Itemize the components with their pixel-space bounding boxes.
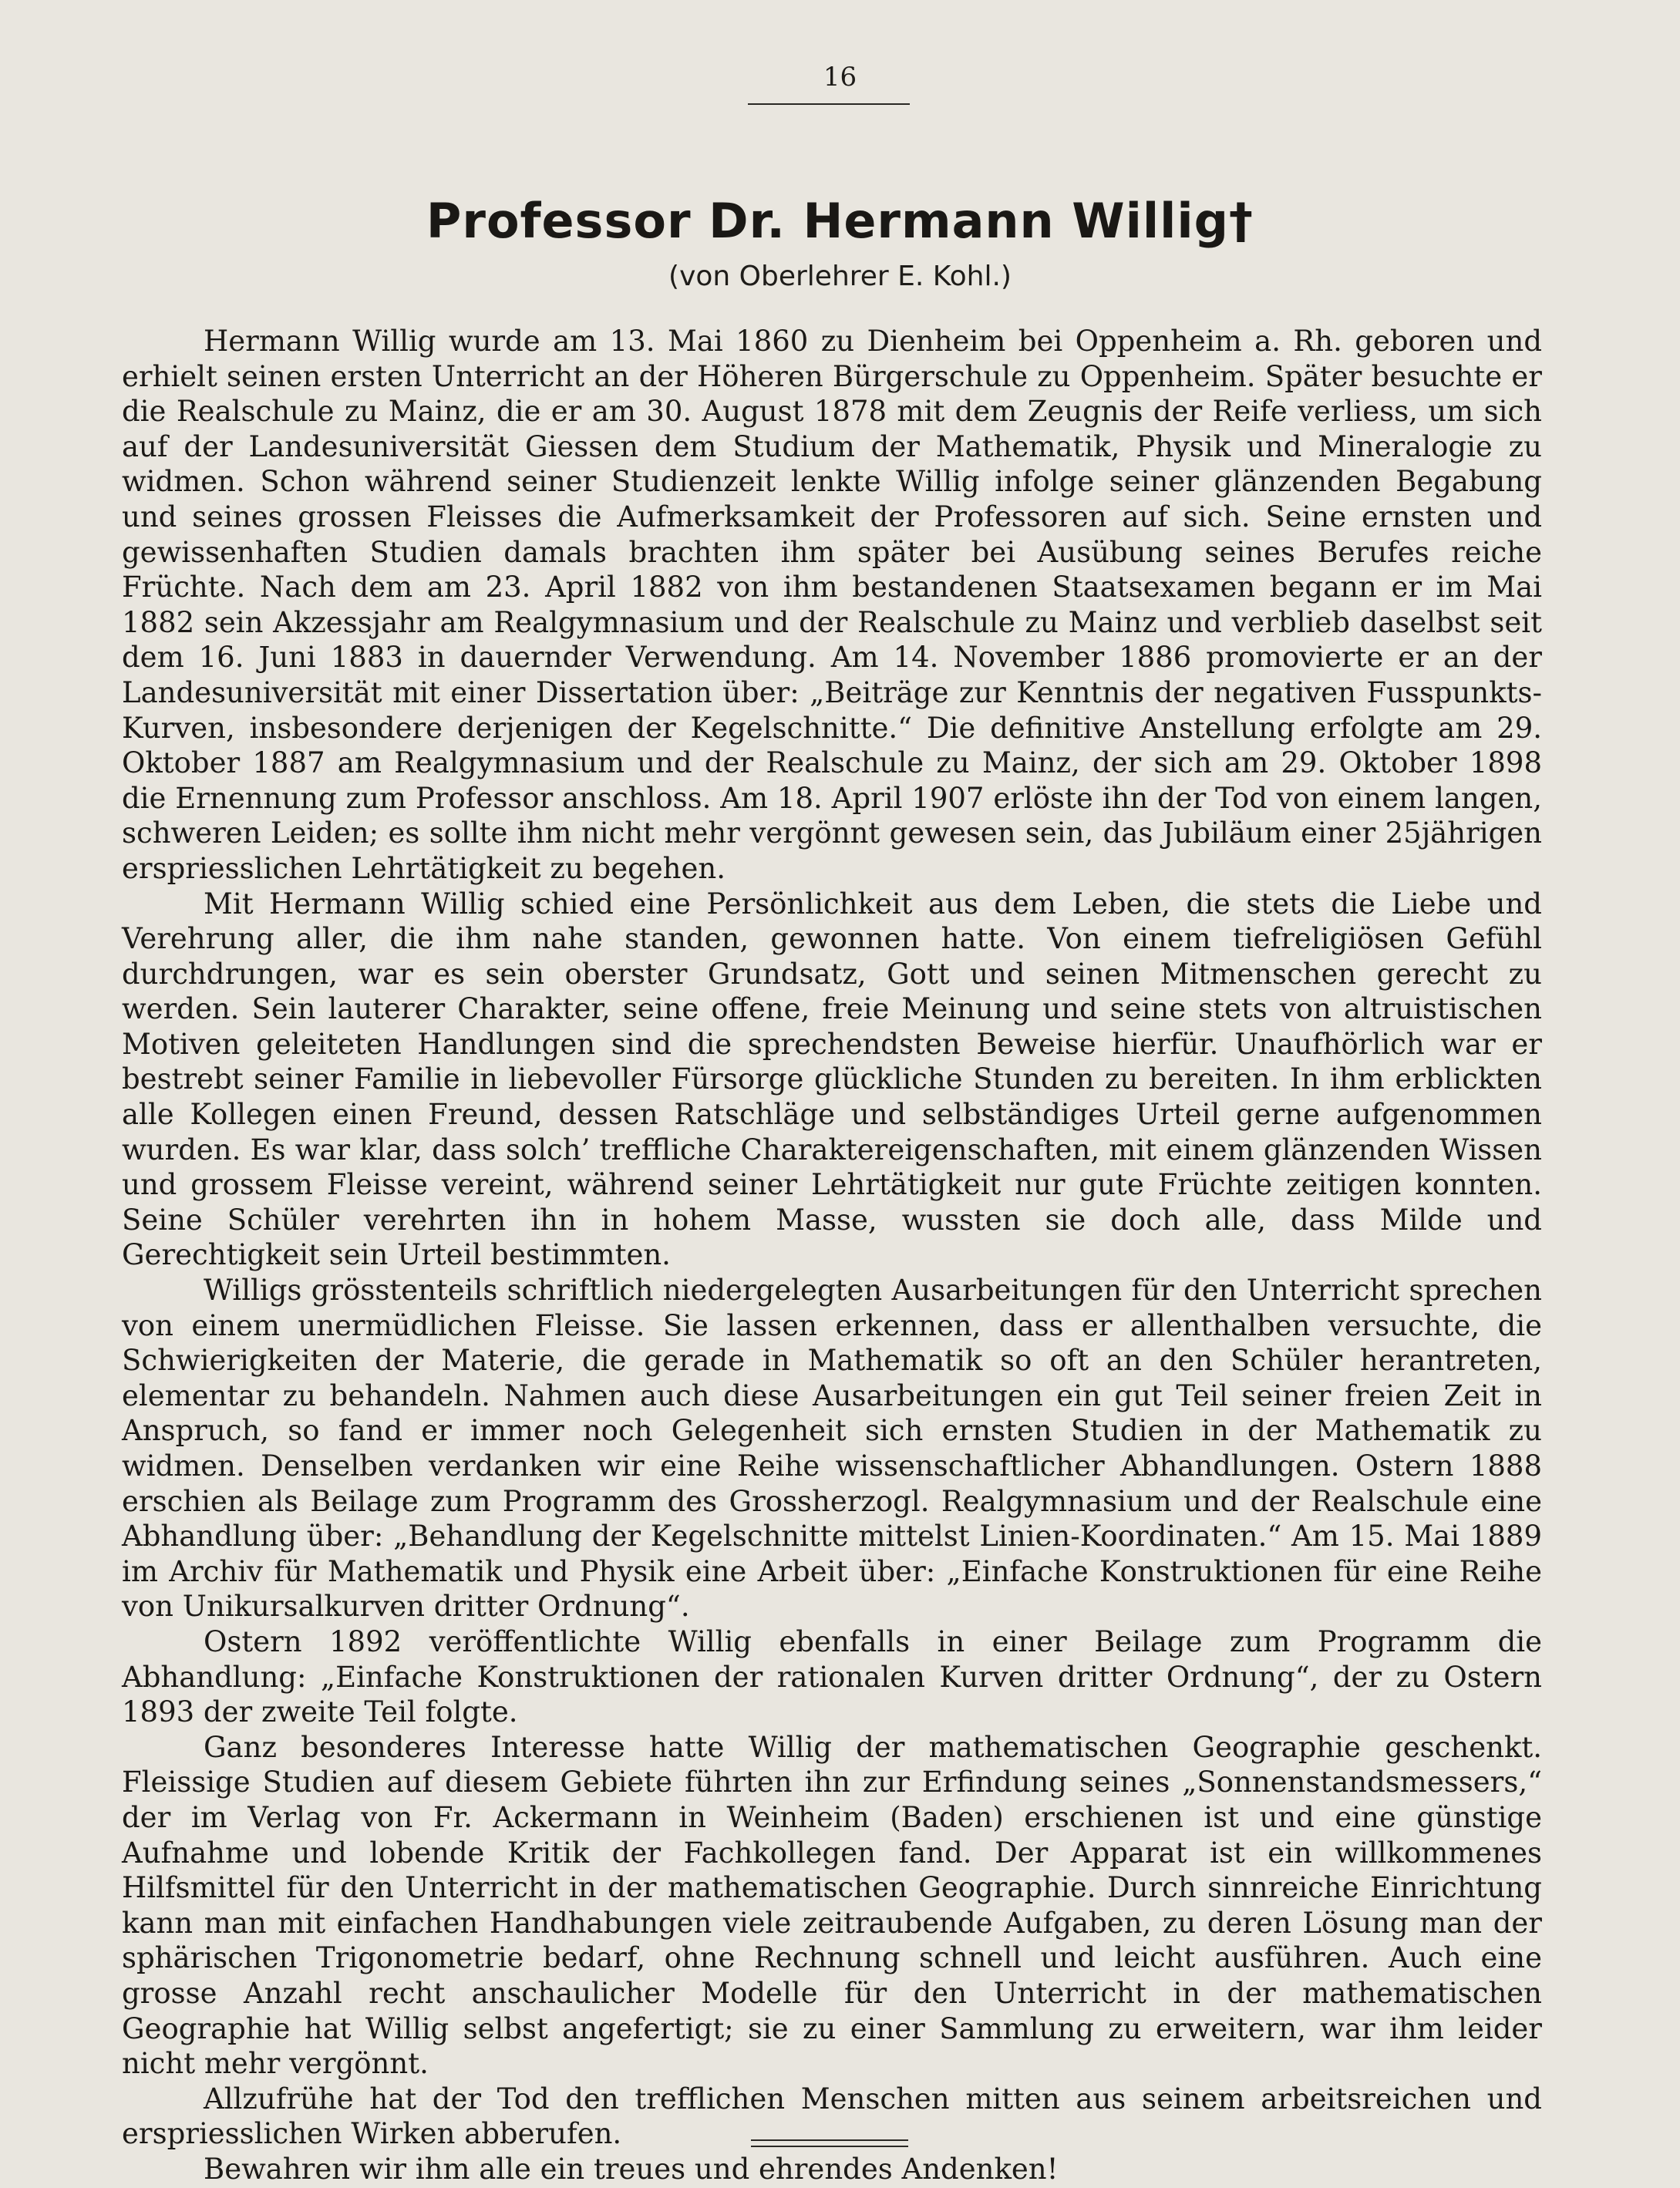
article-byline: (von Oberlehrer E. Kohl.)	[668, 261, 1012, 292]
article-title: Professor Dr. Hermann Willig†	[426, 193, 1254, 249]
paragraph: Bewahren wir ihm alle ein treues und ehrendes Andenken!	[204, 2152, 1059, 2186]
paragraph: Willigs grösstenteils schriftlich niedergelegten Ausarbeitungen für den Unterricht sprechen von einem unermüdlichen Fleisse. Sie lassen erkennen, dass er allenthalben versuchte, die Schwierigkeiten der Materie, die gerade in Mathematik so oft an den Schüler herantreten, elementar zu behandeln. Nahmen auch diese Ausarbeitungen ein gut Teil seiner freien Zeit in Anspruch, so fand er immer noch Gelegenheit sich ernsten Studien in der Mathematik zu widmen. Denselben verdanken wir eine Reihe wissenschaftlicher Abhandlungen. Ostern 1888 erschien als Beilage zum Programm des Grossherzogl. Realgymnasium und der Realschule eine Abhandlung über: „Behandlung der Kegelschnitte mittelst Linien-Koordinaten.“ Am 15. Mai 1889 im Archiv für Mathematik und Physik eine Arbeit über: „Einfache Konstruktionen für eine Reihe von Unikursalkurven dritter Ordnung“.	[122, 1274, 1542, 1624]
page-number: 16	[823, 62, 857, 93]
page-number-rule	[748, 103, 910, 105]
paragraph: Mit Hermann Willig schied eine Persönlichkeit aus dem Leben, die stets die Liebe und Verehrung aller, die ihm nahe standen, gewonnen hatte. Von einem tiefreligiösen Gefühl durchdrungen, war es sein oberster Grundsatz, Gott und seinen Mitmenschen gerecht zu werden. Sein lauterer Charakter, seine offene, freie Meinung und seine stets von altruistischen Motiven geleiteten Handlungen sind die sprechendsten Beweise hierfür. Unaufhörlich war er bestrebt seiner Familie in liebevoller Fürsorge glückliche Stunden zu bereiten. In ihm erblickten alle Kollegen einen Freund, dessen Ratschläge und selbständiges Urteil gerne aufgenommen wurden. Es war klar, dass solch’ treffliche Charaktereigenschaften, mit einem glänzenden Wissen und grossem Fleisse vereint, während seiner Lehrtätigkeit nur gute Früchte zeitigen konnten. Seine Schüler verehrten ihn in hohem Masse, wussten sie doch alle, dass Milde und Gerechtigkeit sein Urteil bestimmten.	[122, 887, 1542, 1272]
end-divider-bottom	[751, 2146, 908, 2147]
paragraph: Ganz besonderes Interesse hatte Willig der mathematischen Geographie geschenkt. Fleissige Studien auf diesem Gebiete führten ihn zur Erfindung seines „Sonnenstandsmessers,“ der im Verlag von Fr. Ackermann in Weinheim (Baden) erschienen ist und eine günstige Aufnahme und lobende Kritik der Fachkollegen fand. Der Apparat ist ein willkommenes Hilfsmittel für den Unterricht in der mathematischen Geographie. Durch sinnreiche Einrichtung kann man mit einfachen Handhabungen viele zeitraubende Aufgaben, zu deren Lösung man der sphärischen Trigonometrie bedarf, ohne Rechnung schnell und leicht ausführen. Auch eine grosse Anzahl recht anschaulicher Modelle für den Unterricht in der mathematischen Geographie hat Willig selbst angefertigt; sie zu einer Sammlung zu erweitern, war ihm leider nicht mehr vergönnt.	[122, 1730, 1542, 2081]
paragraph: Allzufrühe hat der Tod den trefflichen Menschen mitten aus seinem arbeitsreichen und erspriesslichen Wirken abberufen.	[122, 2082, 1542, 2151]
paragraph: Hermann Willig wurde am 13. Mai 1860 zu Dienheim bei Oppenheim a. Rh. geboren und erhielt seinen ersten Unterricht an der Höheren Bürgerschule zu Oppenheim. Später besuchte er die Realschule zu Mainz, die er am 30. August 1878 mit dem Zeugnis der Reife verliess, um sich auf der Landesuniversität Giessen dem Studium der Mathematik, Physik und Mineralogie zu widmen. Schon während seiner Studienzeit lenkte Willig infolge seiner glänzenden Begabung und seines grossen Fleisses die Aufmerksamkeit der Professoren auf sich. Seine ernsten und gewissenhaften Studien damals brachten ihm später bei Ausübung seines Berufes reiche Früchte. Nach dem am 23. April 1882 von ihm bestandenen Staatsexamen begann er im Mai 1882 sein Akzessjahr am Realgymnasium und der Realschule zu Mainz und verblieb daselbst seit dem 16. Juni 1883 in dauernder Verwendung. Am 14. November 1886 promovierte er an der Landesuniversität mit einer Dissertation über: „Beiträge zur Kenntnis der negativen Fusspunkts-Kurven, insbesondere derjenigen der Kegelschnitte.“ Die definitive Anstellung erfolgte am 29. Oktober 1887 am Realgymnasium und der Realschule zu Mainz, der sich am 29. Oktober 1898 die Ernennung zum Professor anschloss. Am 18. April 1907 erlöste ihn der Tod von einem langen, schweren Leiden; es sollte ihm nicht mehr vergönnt gewesen sein, das Jubiläum einer 25jährigen erspriesslichen Lehrtätigkeit zu begehen.	[122, 325, 1542, 885]
paragraph: Ostern 1892 veröffentlichte Willig ebenfalls in einer Beilage zum Programm die Abhandlung: „Einfache Konstruktionen der rationalen Kurven dritter Ordnung“, der zu Ostern 1893 der zweite Teil folgte.	[122, 1624, 1542, 1729]
article-body	[122, 324, 1542, 2186]
end-divider-top	[751, 2139, 908, 2141]
